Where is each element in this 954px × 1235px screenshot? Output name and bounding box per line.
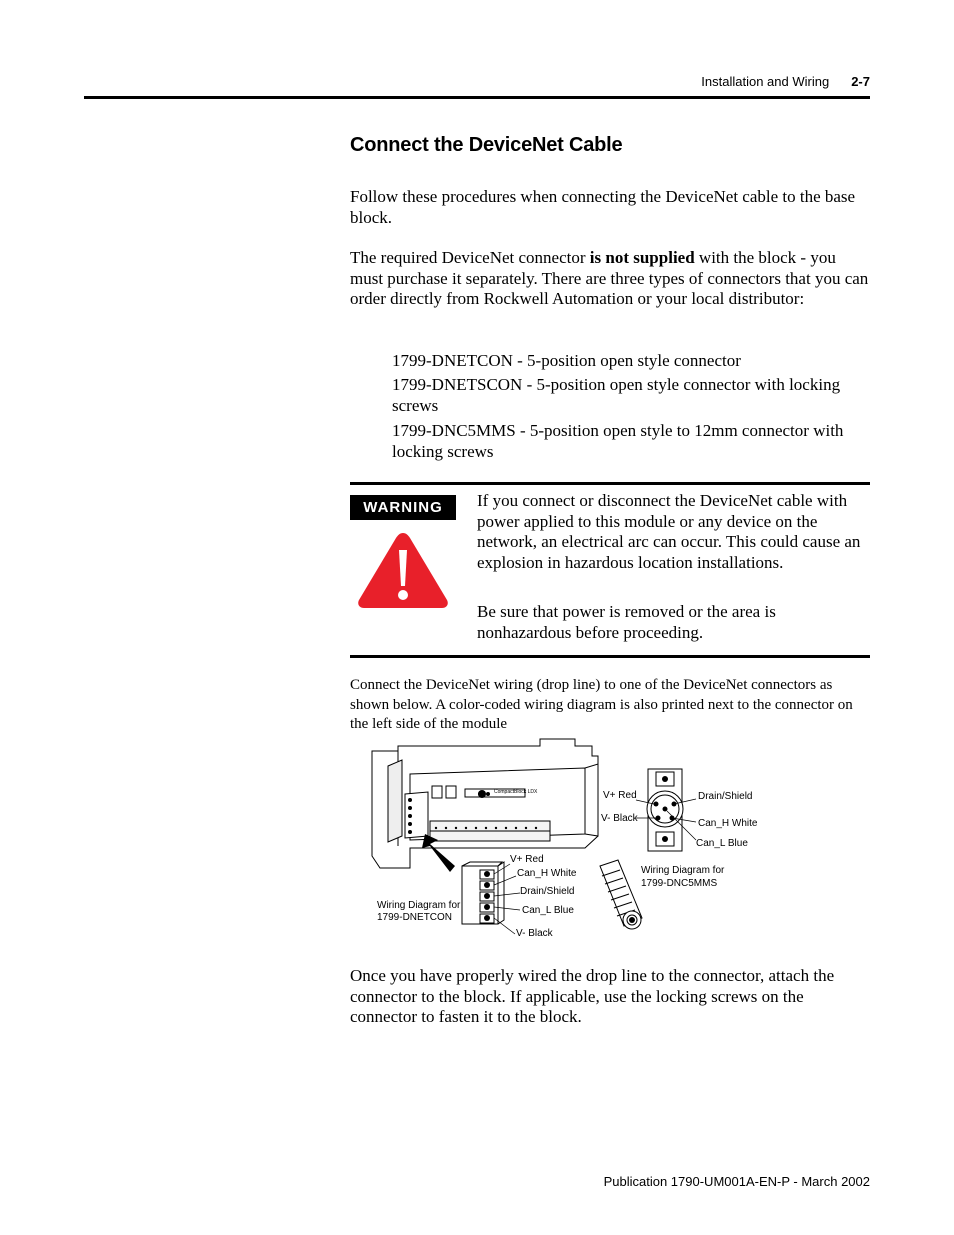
- required-text-before: The required DeviceNet connector: [350, 248, 590, 267]
- warning-text-primary: If you connect or disconnect the DeviceNet cable with power applied to this module or any device on the network, an electrical arc can occur. This could cause an explosion in hazardous location installations.: [477, 491, 861, 572]
- dnc5mms-connector-drawing: [600, 860, 642, 929]
- round-label-drain: Drain/Shield: [698, 791, 753, 802]
- page-footer: Publication 1790-UM001A-EN-P - March 2002: [603, 1174, 870, 1189]
- open-label-canh: Can_H White: [517, 868, 577, 879]
- required-paragraph: [350, 248, 870, 310]
- warning-triangle-icon: [355, 530, 451, 610]
- connector-item-dnc5mms: 1799-DNC5MMS - 5-position open style to 12mm connector with locking screws: [392, 421, 844, 461]
- closing-paragraph: Once you have properly wired the drop line to the connector, attach the connector to the block. If applicable, use the locking screws on the connector to fasten it to the block.: [350, 966, 835, 1026]
- running-header: [640, 74, 870, 89]
- header-rule: [84, 96, 870, 99]
- connector-item-dnetcon: 1799-DNETCON - 5-position open style connector: [392, 351, 741, 370]
- caption-mms-line1: Wiring Diagram for: [641, 865, 725, 876]
- caption-mms-line2: 1799-DNC5MMS: [641, 878, 718, 889]
- open-label-vplus: V+ Red: [510, 854, 544, 865]
- caption-open-line1: Wiring Diagram for: [377, 900, 461, 911]
- open-label-canl: Can_L Blue: [522, 905, 574, 916]
- warning-text-secondary: Be sure that power is removed or the area is nonhazardous before proceeding.: [477, 602, 776, 642]
- intro-paragraph: Follow these procedures when connecting the DeviceNet cable to the base block.: [350, 187, 856, 227]
- round-label-canh: Can_H White: [698, 818, 758, 829]
- warning-bottom-rule: [350, 655, 870, 658]
- round-label-vplus: V+ Red: [603, 790, 637, 801]
- module-brand-text: CompactBlock LDX: [494, 789, 538, 795]
- warning-top-rule: [350, 482, 870, 485]
- wiring-paragraph: Connect the DeviceNet wiring (drop line) to one of the DeviceNet connectors as shown below. A color-coded wiring diagram is also printed next to the connector on the left side of the module: [350, 677, 853, 732]
- wiring-figure: [370, 736, 870, 951]
- open-label-vminus: V- Black: [516, 928, 553, 939]
- warning-label: WARNING: [350, 495, 456, 520]
- caption-open-line2: 1799-DNETCON: [377, 912, 453, 923]
- compactblock-module-drawing: [372, 739, 598, 868]
- header-section: Installation and Wiring: [701, 74, 830, 89]
- page-number: 2-7: [851, 74, 870, 89]
- section-title: Connect the DeviceNet Cable: [350, 134, 623, 156]
- connector-item-dnetscon: 1799-DNETSCON - 5-position open style connector with locking screws: [392, 375, 841, 415]
- dnc5mms-connector-hub: [629, 917, 635, 923]
- required-text-bold: is not supplied: [589, 248, 695, 267]
- round-label-canl: Can_L Blue: [696, 838, 748, 849]
- round-label-vminus: V- Black: [601, 813, 638, 824]
- open-label-drain: Drain/Shield: [520, 886, 575, 897]
- required-text-after: with the block - you must purchase it separately. There are three types of connectors that you can order directly from Rockwell Automation or your local distributor:: [350, 248, 869, 308]
